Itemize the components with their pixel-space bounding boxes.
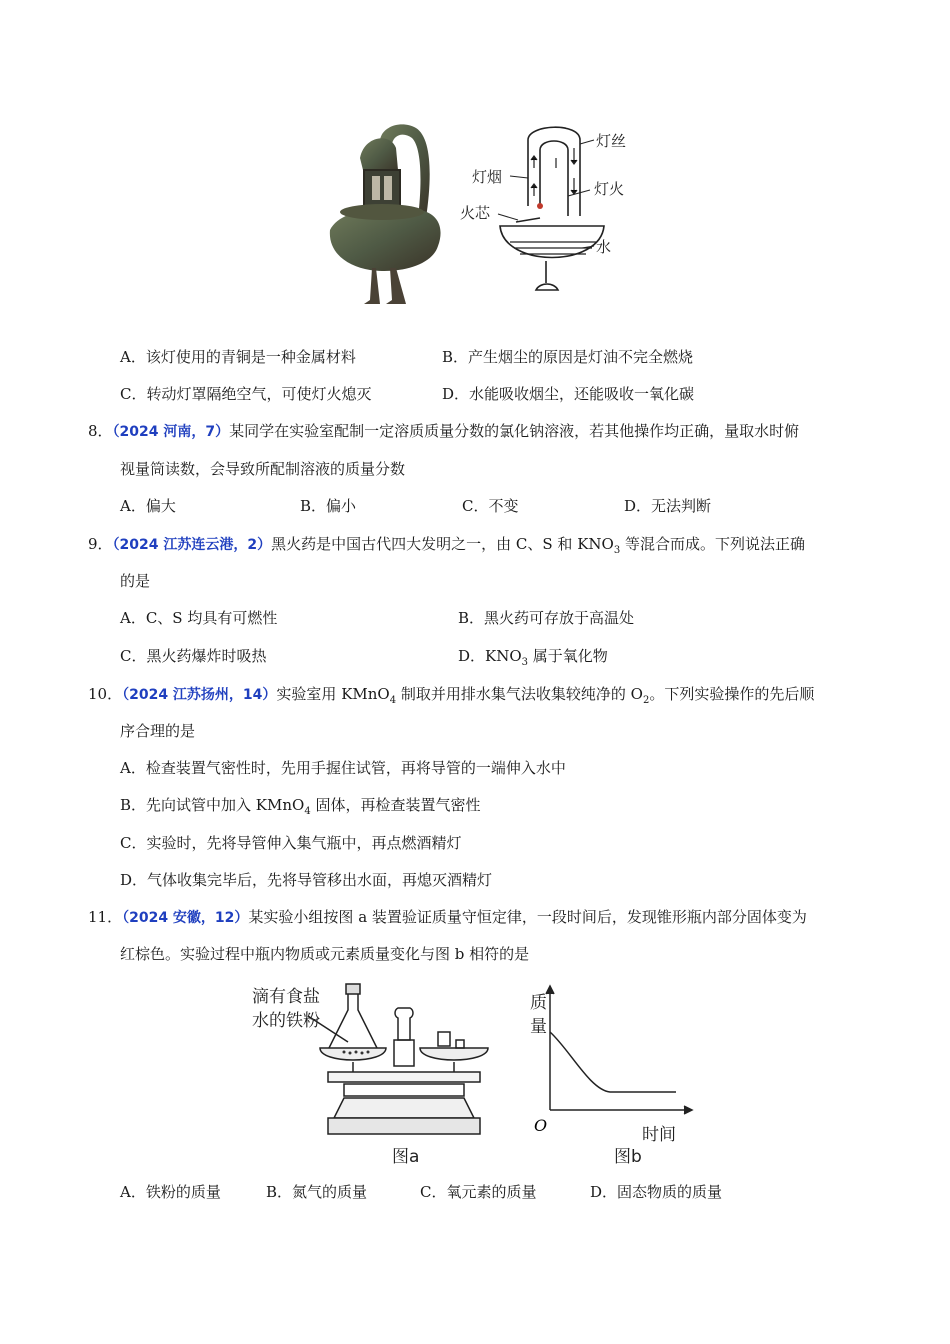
q8-source: （2024 河南，7） — [112, 424, 230, 440]
fig-b-origin: O — [534, 1116, 548, 1135]
q9-option-c: C．黑火药爆炸时吸热 — [120, 647, 267, 665]
q8-option-b: B．偏小 — [300, 497, 357, 515]
q11-stem — [88, 906, 807, 927]
q9-number: 9． — [88, 535, 113, 553]
q8-stem-line2: 视量筒读数，会导致所配制溶液的质量分数 — [120, 460, 406, 478]
q8-option-a: A．偏大 — [120, 497, 176, 515]
q11-option-d: D．固态物质的质量 — [590, 1183, 723, 1201]
q7-option-b: B．产生烟尘的原因是灯油不完全燃烧 — [442, 348, 694, 366]
q7-option-c: C．转动灯罩隔绝空气，可使灯火熄灭 — [120, 385, 372, 403]
q9-stem — [88, 533, 805, 556]
q11-option-c: C．氧元素的质量 — [420, 1183, 537, 1201]
fig-b-caption: 图b — [614, 1147, 642, 1167]
label-fire: 灯火 — [594, 180, 625, 198]
q10-stem-line2: 序合理的是 — [120, 722, 196, 740]
q10-option-b: B．先向试管中加入 KMnO$_4$ 固体，再检查装置气密性 — [120, 796, 481, 817]
q8-option-d: D．无法判断 — [624, 497, 712, 515]
fig-a-note-line1: 滴有食盐 — [252, 987, 320, 1007]
q11-option-a: A．铁粉的质量 — [120, 1183, 221, 1201]
q10-number: 10． — [88, 685, 123, 703]
q9-option-d: D．$KNO_3$ 属于氧化物 — [458, 647, 608, 668]
q8-stem-line1: 某同学在实验室配制一定溶质质量分数的氯化钠溶液，若其他操作均正确，量取水时俯 — [229, 422, 800, 440]
fig-b-xlabel: 时间 — [642, 1125, 676, 1145]
q10-option-c: C．实验时，先将导管伸入集气瓶中，再点燃酒精灯 — [120, 834, 462, 852]
q11-source: （2024 安徽，12） — [122, 910, 249, 926]
q11-stem-line1: 某实验小组按图 a 装置验证质量守恒定律，一段时间后，发现锥形瓶内部分固体变为 — [248, 908, 807, 926]
q9-stem-line2: 的是 — [120, 572, 151, 590]
q9-stem-text: 黑火药是中国古代四大发明之一，由 C、S 和 KNO — [271, 535, 614, 553]
q10-option-a: A．检查装置气密性时，先用手握住试管，再将导管的一端伸入水中 — [120, 759, 566, 777]
figure-a-balance — [248, 980, 498, 1170]
q10-option-d: D．气体收集完毕后，先将导管移出水面，再熄灭酒精灯 — [120, 871, 493, 889]
fig-a-note-line2: 水的铁粉 — [252, 1011, 320, 1031]
q8-option-c: C．不变 — [462, 497, 519, 515]
q11-number: 11． — [88, 908, 123, 926]
q9-source: （2024 江苏连云港，2） — [112, 537, 272, 553]
mass-curve — [550, 1032, 676, 1092]
fig-b-ylabel-2: 量 — [530, 1017, 547, 1037]
q8-stem — [88, 420, 799, 441]
q7-option-d: D．水能吸收烟尘，还能吸收一氧化碳 — [442, 385, 695, 403]
lamp-structure-diagram — [460, 118, 640, 303]
q9-subscript: 3 — [613, 545, 621, 556]
q9-option-a: A．C、S 均具有可燃性 — [120, 609, 278, 627]
label-filament: 灯丝 — [596, 132, 627, 150]
q10-stem: 10．（2024 江苏扬州，14）实验室用 KMnO$_4$ 制取并用排水集气法收集较纯净的 $O_2$。下列实验操作的先后顺 — [88, 685, 815, 706]
q11-stem-line2: 红棕色。实验过程中瓶内物质或元素质量变化与图 b 相符的是 — [120, 945, 530, 963]
q10-source: （2024 江苏扬州，14） — [122, 687, 277, 703]
label-wick: 火芯 — [460, 204, 491, 222]
q7-option-a: A．该灯使用的青铜是一种金属材料 — [120, 348, 356, 366]
fig-a-caption: 图a — [392, 1147, 420, 1167]
label-water: 水 — [596, 238, 612, 256]
q11-option-b: B．氮气的质量 — [266, 1183, 368, 1201]
fig-b-ylabel-1: 质 — [530, 993, 547, 1013]
q9-option-b: B．黑火药可存放于高温处 — [458, 609, 635, 627]
q8-number: 8． — [88, 422, 113, 440]
figure-b-graph — [530, 980, 700, 1170]
bronze-lamp-photo — [320, 118, 455, 308]
q9-stem-text-end: 等混合而成。下列说法正确 — [620, 535, 805, 553]
label-smoke: 灯烟 — [472, 168, 503, 186]
